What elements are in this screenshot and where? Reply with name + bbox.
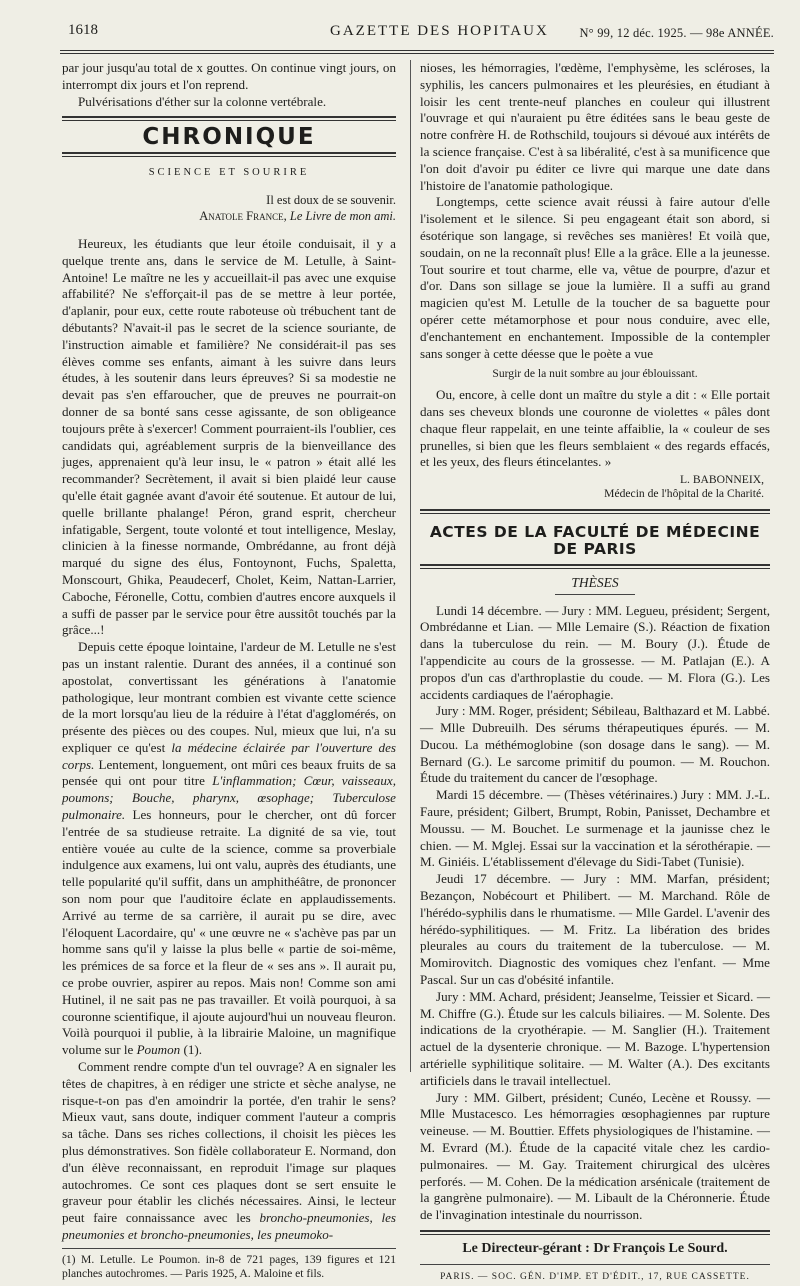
epigraph-author: Anatole France,	[199, 208, 287, 223]
chronique-subhead: SCIENCE ET SOURIRE	[148, 167, 310, 179]
thesis-entry: Mardi 15 décembre. — (Thèses vétérinaires.) Jury : MM. J.-L. Faure, président; Gilbert, Brumpt, Robin, Panisset, Dechambre et Moussu. — M. Bouchet. Le surmenage et la jaunisse chez le chien. — M. Mglej. Essai sur la vaccination et la sérothérapie. — M. Giniéis. L'établissement d'élevage du Sidi-Tabet (Tunisie).	[420, 787, 770, 870]
journal-title: GAZETTE DES HOPITAUX	[330, 23, 549, 39]
thesis-entry: Jury : MM. Roger, président; Sébileau, Balthazard et M. Labbé. — Mlle Dubreuilh. Des sérums thérapeutiques épurés. — M. Ducou. La méthémoglobine (son dosage dans le sang). — M. Bernard (G.). Le sarcome primitif du poumon. — M. Rouchon. Étude du traitement du cancer de l'œsophage.	[420, 703, 771, 786]
section-rule	[420, 509, 770, 514]
paragraph: Longtemps, cette science avait réussi à faire autour d'elle l'isolement et le silence. Si peu engageant était son abord, si ésotérique son langage, si revêches ses manières! Et voilà que, soudain, on ne la reconnaît plus! Elle a la grâce. Elle a la jeunesse. Tout sourire et tout charme, elle va, vêtue de pourpre, d'azur et d'or. Dans son sillage se joue la lumière. Il a suffi au grand magicien qu'est M. Letulle de la toucher de sa baguette pour opérer cette métamorphose et pour nous conduire, avec elle, d'enchantement en enchantement. Impossible de la contempler sans songer à cette déesse que le poète a vue	[420, 194, 770, 361]
theses-rule	[555, 594, 635, 595]
verse-quote: Surgir de la nuit sombre au jour éblouissant.	[492, 367, 698, 381]
intro-text-2: Pulvérisations d'éther sur la colonne vertébrale.	[78, 93, 327, 109]
header-rule	[60, 50, 774, 54]
section-rule	[62, 152, 396, 157]
thesis-entry: Jury : MM. Achard, président; Jeanselme, Teissier et Sicard. — M. Chiffre (G.). Étude sur les calculs biliaires. — M. Solente. Des indications de la cryothérapie. — M. Sanglier (H.). Traitement actuel de la dysenterie chronique. — M. Bazoge. L'hypertension artérielle syphilitique solitaire. — M. Walter (A.). Des excitants artificiels dans le travail intellectuel.	[420, 988, 770, 1088]
paragraph	[62, 639, 396, 1059]
paragraph: nioses, les hémorragies, l'œdème, l'emphysème, les scléroses, la syphilis, les cancers pulmonaires et les pleurésies, en étudiant à loisir les cent trente-neuf planches en couleur qui illustrent l'ouvrage et qui n'auraient pu être éditées sans le beau geste de notre confrère H. de Rothschild, toujours si dévoué aux intérêts de la science française. C'est à sa libéralité, c'est à sa munificence que l'on doit d'avoir pu éditer ce livre qui marque une date dans l'histoire de l'anatomie pathologique.	[420, 60, 770, 193]
section-rule	[62, 116, 396, 121]
text: Comment rendre compte d'un tel ouvrage? A en signaler les têtes de chapitres, à en rédiger une stricte et sèche analyse, ne risque-t-on pas d'en amoindrir la portée, d'en trahir le sens? Mieux vaut, sans doute, indiquer comment l'auteur a compris sa tâche. Dans ses riches collections, il choisit les pièces les plus démonstratives. Son fidèle collaborateur E. Normand, don d'un élève reconnaissant, en reproduit l'image sur plaques autochromes. Ce sont ces plaques dont se sert ensuite le graveur pour établir les clichés nécessaires. Ainsi, le lecteur peut faire connaissance avec les	[62, 1059, 396, 1226]
right-column	[420, 60, 770, 1286]
paragraph: Heureux, les étudiants que leur étoile conduisait, il y a quelque trente ans, dans le service de M. Letulle, à Saint-Antoine! Le maître ne les y accueillait-il pas avec une exquise affabilité? Ne s'efforçait-il pas de se mettre à leur portée, d'aplanir, pour eux, cette route raboteuse où trébuchent tant de débutants? N'avait-il pas le secret de la science souriante, de l'instruction aimable et familière? Ne considérait-il pas ses élèves comme ses enfants, aimant à les suivre dans leurs études, à les soutenir dans leurs épreuves? Si sa modestie ne devait pas s'en effaroucher, que de preuves ne pourrait-on donner de sa bonté sans cesse agissante, de son obligeance toujours prête à s'exercer! Comment pourraient-ils l'oublier, ces candidats qui, agréablement surpris de la bienveillance des juges, apprenaient qu'à leur insu, le « patron » était allé les recommander? Secrètement, il avait si bien plaidé leur cause qu'elle était gagnée avant d'avoir été soutenue. Et autour de lui, quelle brillante phalange! Péron, grand esprit, chercheur infatigable, Sergent, toute volonté et tout intelligence, Meslay, clinicien à la finesse normande, Ombrédanne, au front déjà marqué du signe des élus, Fontoynont, Fuchs, Spaletta, Monscourt, Ghika, Peaudecerf, Cholet, Keim, Nattan-Larrier, Caboche, Féronelle, Cottu, combien d'autres encore auxquels il a suffi de passer par le service pour être aussitôt touchés par la grâce...!	[62, 235, 396, 638]
section-rule	[420, 1230, 770, 1235]
italic-text: la médecine éclairée par l'ouverture des corps.	[62, 739, 396, 772]
italic-text: Poumon	[136, 1042, 181, 1058]
footnote-ref: (1).	[183, 1042, 203, 1058]
imprint-rule	[420, 1264, 770, 1265]
italic-text: broncho-pneumonies, les pneumonies et broncho-pneumonies, les pneumoko-	[62, 1210, 396, 1242]
italic-text: L'inflammation; Cœur, vaisseaux, poumons; Bouche, pharynx, œsophage; Tuberculose pulmonaire.	[62, 773, 396, 823]
thesis-entry: Jury : MM. Gilbert, président; Cunéo, Lecène et Roussy. — Mlle Mustacesco. Les hémorragies œsophagiennes par rupture veineuse. — M. Bouttier. Effets physiologiques de l'histamine. — M. Evrard (M.). Étude de la capacité vitale chez les cardio-pulmonaires. — M. Gay. Traitement chirurgical des ulcères perforés. — M. Cohen. De la médication arsénicale (traitement de la gangrène pulmonaire). — M. Libault de la Chéronnerie. Étude de l'invagination intestinale du nourrisson.	[420, 1089, 770, 1223]
epigraph-work: Le Livre de mon ami.	[289, 208, 396, 223]
footnote: (1) M. Letulle. Le Poumon. in-8 de 721 pages, 139 figures et 121 planches autochromes. — Paris 1925, A. Maloine et fils.	[62, 1252, 396, 1281]
column-divider	[410, 60, 411, 1072]
theses-heading: THÈSES	[571, 574, 619, 590]
thesis-entry: Lundi 14 décembre. — Jury : MM. Legueu, président; Sergent, Ombrédanne et Lian. — Mlle Lemaire (S.). Réaction de fixation dans la tuberculose du rein. — M. Boury (J.). Étude de l'appendicite au cours de la grossesse. — M. Patlajan (E.). A propos d'un cas d'arthroplastie du coude. — M. Flora (G.). Les accidents cardiaques de l'aérophagie.	[420, 602, 770, 702]
text: Les honneurs, pour le chercher, ont dû forcer l'entrée de sa studieuse retraite. La dignité de sa vie, tout entière vouée au culte de la science, comme sa proverbiale indulgence aux examens, lui ont valu, auprès des étudiants, une telle popularité qu'il suffit, dans un amphithéâtre, de prononcer son nom pour que l'auditoire éclate en applaudissements. Arrivé au terme de sa carrière, il aurait pu se dire, avec l'éloquent Lacordaire, qu' « une œuvre ne « s'achève pas par un homme sans qu'il y laisse la plus belle « partie de soi-même, les prémices de sa force et la fleur de « ses ans ». Il aurait pu, ce probe ouvrier, aspirer au repos. Mais non! Comme son ami Hutinel, il ne sait pas ne pas travailler. Et voilà pourquoi, à sa couronne scientifique, il ajoute aujourd'hui un nouveau fleuron. Voilà pourquoi il publie, à la librairie Maloine, un magnifique volume sur le	[62, 807, 396, 1058]
printer-imprint: PARIS. — SOC. GÉN. D'IMP. ET D'ÉDIT., 17, RUE CASSETTE.	[440, 1271, 750, 1282]
page-number: 1618	[68, 22, 98, 38]
text: Depuis cette époque lointaine, l'ardeur de M. Letulle ne s'est pas un instant ralentie. Durant des années, il a continué son apostolat, convertissant les générations à l'anatomie pathologique, leur montrant combien est vivante cette science de la mort lorsqu'au lieu de la réduire à l'état d'agglomérés, on présente des pièces ou des coupes. Nul, mieux que lui, n'a su expliquer ce qu'est	[62, 639, 396, 755]
section-rule	[420, 564, 770, 569]
intro-text: par jour jusqu'au total de x gouttes. On continue vingt jours, on interrompt dix jours et l'on reprend.	[62, 60, 396, 92]
epigraph-source	[62, 208, 396, 224]
paragraph: Ou, encore, à celle dont un maître du style a dit : « Elle portait dans ses cheveux blonds une couronne de violettes « pâles dont chaque fleur rappelait, en une teinte affaiblie, la « couleur de ses prunelles, si bien que les fleurs semblaient « des regards effacés, et les yeux, des fleurs étincelantes. »	[420, 387, 770, 470]
issue-info: N° 99, 12 déc. 1925. — 98e ANNÉE.	[579, 26, 774, 40]
epigraph-quote: Il est doux de se souvenir.	[266, 192, 396, 207]
signature-name: L. BABONNEIX,	[679, 473, 764, 487]
signature-title: Médecin de l'hôpital de la Charité.	[604, 487, 764, 501]
left-column	[62, 60, 396, 1282]
footnote-rule	[62, 1248, 396, 1249]
running-header	[60, 22, 774, 46]
epigraph	[62, 192, 396, 224]
directeur-gerant: Le Directeur-gérant : Dr François Le Sourd.	[462, 1241, 728, 1256]
paragraph	[62, 1059, 396, 1244]
actes-title: ACTES DE LA FACULTÉ DE MÉDECINE DE PARIS	[429, 523, 761, 558]
chronique-title: CHRONIQUE	[142, 124, 316, 151]
text: Lentement, longuement, ont mûri ces beaux fruits de sa pensée qui ont pour titre	[62, 756, 396, 789]
signature	[420, 473, 764, 501]
thesis-entry: Jeudi 17 décembre. — Jury : MM. Marfan, président; Bezançon, Nobécourt et Philibert. — M. Marchand. Rôle de l'hérédo-syphilis dans le rhumatisme. — Mlle Gardel. L'avenir des hérédo-syphilitiques. — M. Fritz. La libération des brides pleurales au cours du traitement de la tuberculose. — M. Momirovitch. Diagnostic des vomiques chez l'enfant. — Mme Pascal. Sur un cas d'obésité infantile.	[420, 871, 770, 988]
